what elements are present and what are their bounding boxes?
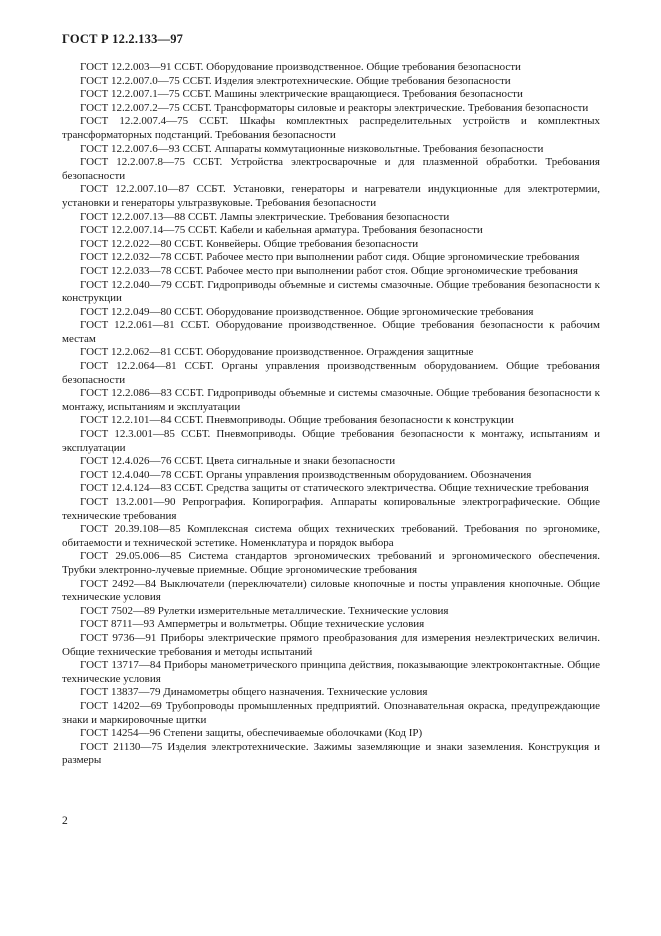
reference-entry: ГОСТ 12.2.007.4—75 ССБТ. Шкафы комплектных распределительных устройств и комплектных трансформаторных подстанций. Требования безопасности: [62, 115, 600, 141]
reference-entry: ГОСТ 9736—91 Приборы электрические прямого преобразования для измерения неэлектрических величин. Общие технические требования и методы испытаний: [62, 631, 600, 658]
reference-entry: ГОСТ 12.2.049—80 ССБТ. Оборудование производственное. Общие эргономические требования: [80, 305, 534, 318]
reference-entry: ГОСТ 12.2.040—79 ССБТ. Гидроприводы объемные и системы смазочные. Общие требования безопасности к конструкции: [62, 278, 600, 305]
reference-entry: ГОСТ 12.2.033—78 ССБТ. Рабочее место при выполнении работ стоя. Общие эргономические требования: [80, 264, 578, 277]
reference-entry: ГОСТ 12.2.007.8—75 ССБТ. Устройства электросварочные и для плазменной обработки. Требования безопасности: [62, 156, 600, 182]
reference-entry: ГОСТ 12.2.007.10—87 ССБТ. Установки, генераторы и нагреватели индукционные для электротермии, установки и генераторы ультразвуковые. Требования безопасности: [62, 183, 600, 209]
reference-entry: ГОСТ 12.3.001—85 ССБТ. Пневмоприводы. Общие требования безопасности к монтажу, испытаниям и эксплуатации: [62, 428, 600, 454]
reference-entry: ГОСТ 12.4.026—76 ССБТ. Цвета сигнальные и знаки безопасности: [80, 455, 396, 468]
references-list: [62, 61, 600, 768]
reference-entry: ГОСТ 2492—84 Выключатели (переключатели) силовые кнопочные и посты управления кнопочные. Общие технические условия: [62, 577, 600, 604]
reference-entry: ГОСТ 7502—89 Рулетки измерительные металлические. Технические условия: [80, 604, 449, 617]
reference-entry: ГОСТ 12.2.007.2—75 ССБТ. Трансформаторы силовые и реакторы электрические. Требования безопасности: [80, 101, 589, 114]
reference-entry: ГОСТ 8711—93 Амперметры и вольтметры. Общие технические условия: [80, 618, 425, 631]
reference-entry: ГОСТ 12.4.040—78 ССБТ. Органы управления производственным оборудованием. Обозначения: [80, 468, 532, 481]
reference-entry: ГОСТ 12.2.064—81 ССБТ. Органы управления производственным оборудованием. Общие требования безопасности: [62, 360, 600, 386]
reference-entry: ГОСТ 12.2.062—81 ССБТ. Оборудование производственное. Ограждения защитные: [80, 346, 474, 359]
reference-entry: ГОСТ 12.2.007.0—75 ССБТ. Изделия электротехнические. Общие требования безопасности: [80, 74, 511, 87]
reference-entry: ГОСТ 12.2.061—81 ССБТ. Оборудование производственное. Общие требования безопасности к рабочим местам: [62, 319, 600, 345]
reference-entry: ГОСТ 13837—79 Динамометры общего назначения. Технические условия: [80, 686, 428, 699]
reference-entry: ГОСТ 21130—75 Изделия электротехнические. Зажимы заземляющие и знаки заземления. Конструкция и размеры: [62, 740, 600, 767]
reference-entry: ГОСТ 20.39.108—85 Комплексная система общих технических требований. Требования по эргономике, обитаемости и технической эстетике. Номенклатура и порядок выбора: [62, 523, 600, 549]
reference-entry: ГОСТ 12.2.101—84 ССБТ. Пневмоприводы. Общие требования безопасности к конструкции: [80, 414, 514, 427]
reference-entry: ГОСТ 12.4.124—83 ССБТ. Средства защиты от статического электричества. Общие технические требования: [80, 482, 589, 495]
reference-entry: ГОСТ 12.2.022—80 ССБТ. Конвейеры. Общие требования безопасности: [80, 237, 419, 250]
reference-entry: ГОСТ 12.2.032—78 ССБТ. Рабочее место при выполнении работ сидя. Общие эргономические требования: [80, 251, 580, 264]
reference-entry: ГОСТ 12.2.007.6—93 ССБТ. Аппараты коммутационные низковольтные. Требования безопасности: [80, 142, 544, 155]
reference-entry: ГОСТ 13.2.001—90 Репрография. Копирография. Аппараты копировальные электрографические. Общие технические требования: [62, 496, 600, 522]
reference-entry: ГОСТ 12.2.086—83 ССБТ. Гидроприводы объемные и системы смазочные. Общие требования безопасности к монтажу, испытаниям и эксплуатации: [62, 387, 600, 413]
page-number: 2: [62, 815, 68, 827]
reference-entry: ГОСТ 12.2.007.14—75 ССБТ. Кабели и кабельная арматура. Требования безопасности: [80, 224, 483, 237]
reference-entry: ГОСТ 14254—96 Степени защиты, обеспечиваемые оболочками (Код IP): [80, 727, 423, 740]
reference-entry: ГОСТ 29.05.006—85 Система стандартов эргономических требований и эргономического обеспечения. Трубки электронно-лучевые приемные. Общие эргономические требования: [62, 550, 600, 576]
page-header-standard: ГОСТ Р 12.2.133—97: [62, 32, 184, 46]
reference-entry: ГОСТ 12.2.003—91 ССБТ. Оборудование производственное. Общие требования безопасности: [80, 61, 521, 73]
reference-entry: ГОСТ 12.2.007.1—75 ССБТ. Машины электрические вращающиеся. Требования безопасности: [80, 88, 523, 101]
reference-entry: ГОСТ 12.2.007.13—88 ССБТ. Лампы электрические. Требования безопасности: [80, 210, 450, 223]
reference-entry: ГОСТ 13717—84 Приборы манометрического принципа действия, показывающие электроконтактные. Общие технические условия: [62, 659, 600, 685]
reference-entry: ГОСТ 14202—69 Трубопроводы промышленных предприятий. Опознавательная окраска, предупреждающие знаки и маркировочные щитки: [62, 699, 600, 726]
